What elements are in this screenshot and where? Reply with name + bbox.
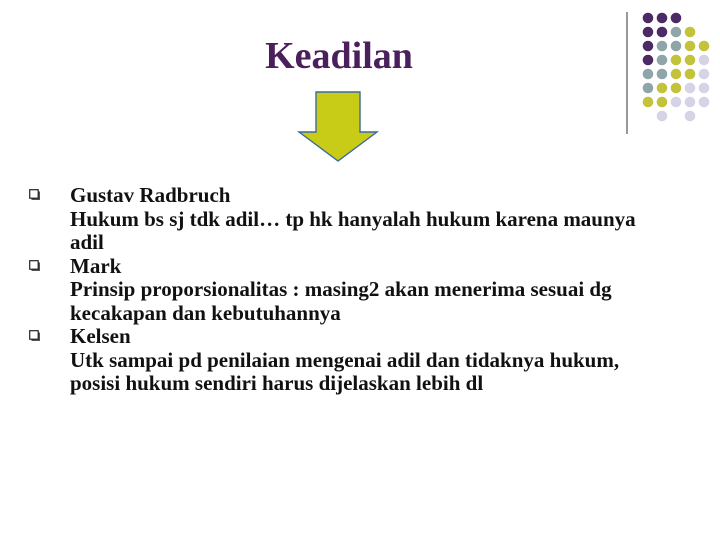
item-heading: Kelsen xyxy=(70,324,131,348)
down-arrow-icon xyxy=(296,90,380,164)
dot xyxy=(685,83,696,94)
dot xyxy=(643,97,654,108)
dot xyxy=(643,13,654,24)
dot xyxy=(643,27,654,38)
dot xyxy=(657,41,668,52)
dot xyxy=(643,55,654,66)
list-item xyxy=(70,325,670,396)
dot xyxy=(699,41,710,52)
dot xyxy=(671,41,682,52)
dot xyxy=(685,111,696,122)
dot xyxy=(657,83,668,94)
item-text: Utk sampai pd penilaian mengenai adil dan tidaknya hukum, posisi hukum sendiri harus dijelaskan lebih dl xyxy=(70,347,620,395)
dot xyxy=(657,27,668,38)
dot xyxy=(699,55,710,66)
dot xyxy=(671,97,682,108)
list-item xyxy=(70,255,670,326)
dot xyxy=(699,97,710,108)
dot xyxy=(685,55,696,66)
item-heading: Mark xyxy=(70,253,122,278)
decorative-dot-grid xyxy=(620,8,720,138)
item-text: Prinsip proporsionalitas : masing2 akan menerima sesuai dg kecakapan dan kebutuhannya xyxy=(70,277,612,325)
dot xyxy=(685,69,696,80)
dot xyxy=(685,97,696,108)
dot xyxy=(671,13,682,24)
dot xyxy=(643,41,654,52)
dot xyxy=(657,69,668,80)
hollow-square-bullet-icon xyxy=(29,330,41,342)
dot xyxy=(685,41,696,52)
dot xyxy=(671,69,682,80)
dot xyxy=(643,69,654,80)
dot xyxy=(671,55,682,66)
item-text: Hukum bs sj tdk adil… tp hk hanyalah hukum karena maunya adil xyxy=(70,206,636,254)
dot xyxy=(699,69,710,80)
item-heading: Gustav Radbruch xyxy=(70,183,231,207)
dot xyxy=(643,83,654,94)
dot xyxy=(671,27,682,38)
bullet-list xyxy=(70,184,670,396)
dot xyxy=(685,27,696,38)
page-title: Keadilan xyxy=(265,35,413,77)
dot xyxy=(657,97,668,108)
list-item xyxy=(70,184,670,255)
dot xyxy=(671,83,682,94)
dot xyxy=(657,55,668,66)
hollow-square-bullet-icon xyxy=(29,260,41,272)
dot xyxy=(657,13,668,24)
dot xyxy=(699,83,710,94)
hollow-square-bullet-icon xyxy=(29,189,41,201)
dot xyxy=(657,111,668,122)
